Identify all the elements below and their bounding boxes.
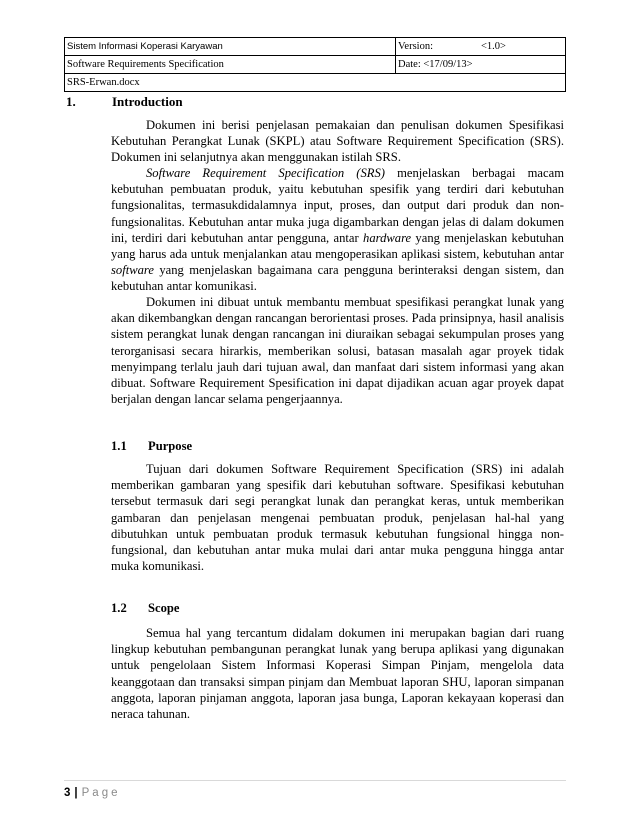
intro-paragraph-2: Software Requirement Specification (SRS) menjelaskan berbagai macam kebutuhan pembuatan produk, yaitu kebutuhan spesifik yang terdiri dari kebutuhan fungsionalitas, termasukdidalamnya input, proses, dan output dari produk dan non-fungsionalitas. Kebutuhan antar muka juga digambarkan dengan jelas di dalam dokumen ini, terdiri dari kebutuhan antar pengguna, antar hardware yang menjelaskan kebutuhan yang harus ada untuk menjalankan atau mengoperasikan aplikasi sistem, kebutuhan antar software yang menjelaskan bagaimana cara pengguna berinteraksi dengan sistem, dan kebutuhan antar komunikasi. (111, 166, 565, 294)
system-name-cell: Sistem Informasi Koperasi Karyawan (65, 38, 396, 56)
scope-title: Scope (148, 601, 180, 615)
date-cell: Date: <17/09/13> (396, 56, 566, 74)
footer-divider (64, 780, 566, 781)
document-header-table (64, 37, 566, 92)
scope-paragraph: Semua hal yang tercantum didalam dokumen ini merupakan bagian dari ruang lingkup kebutuhan pembangunan perangkat lunak yang berupa aplikasi yang digunakan untuk pengelolaan Sistem Informasi Koperasi Simpan Pinjam, mengelola data keanggotaan dan transaksi simpan pinjam dan Membuat laporan SHU, laporan simpanan anggota, laporan pinjaman anggota, laporan jasa bunga, Laporan kekayaan koperasi dan neraca tahunan. (111, 626, 564, 722)
footer-separator: | (74, 787, 78, 799)
srs-italic-term: Software Requirement Specification (SRS) (146, 166, 385, 180)
page-label: Page (81, 787, 121, 799)
purpose-paragraph: Tujuan dari dokumen Software Requirement Specification (SRS) ini adalah memberikan gambaran yang spesifik dari kebutuhan software. Spesifikasi kebutuhan tersebut termasuk dari segi perangkat lunak dan perangkat keras, untuk memberikan gambaran dan penjelasan mengenai pembuatan produk, penjelasan hal-hal yang dibutuhkan untuk pembuatan produk termasuk kebutuhan fungsional hingga non-fungsional, dan kebutuhan antar muka mulai dari antar muka pengguna hingga antar muka komunikasi. (111, 462, 564, 574)
page-number: 3 (64, 787, 71, 799)
page-footer (64, 787, 120, 799)
version-label: Version: (398, 41, 433, 52)
version-cell (396, 38, 566, 56)
version-value: <1.0> (481, 41, 506, 52)
intro-paragraph-1: Dokumen ini berisi penjelasan pemakaian dan penulisan dokumen Spesifikasi Kebutuhan Perangkat Lunak (SKPL) atau Software Requirement Specification (SRS). Dokumen ini selanjutnya akan menggunakan istilah SRS. (111, 118, 564, 165)
section-title: Introduction (112, 94, 183, 109)
intro-paragraph-3: Dokumen ini dibuat untuk membantu membuat spesifikasi perangkat lunak yang akan dikembangkan dengan rancangan berorientasi proses. Pada prinsipnya, hasil analisis sistem perangkat lunak dengan rancangan ini diuraikan sebagai sekumpulan proses yang terorganisasi secara hirarkis, memberikan solusi, batasan masalah agar proyek tidak menyimpang terlalu jauh dari tujuan awal, dan manfaat dari sistem informasi yang akan dibuat. Software Requirement Spesification ini dapat dijadikan acuan agar proyek dapat berjalan dengan lancar selama pengerjaannya. (111, 295, 564, 407)
purpose-title: Purpose (148, 439, 193, 453)
section-number: 1. (66, 94, 76, 109)
hardware-italic-term: hardware (363, 230, 412, 245)
software-italic-term: software (111, 263, 154, 278)
purpose-number: 1.1 (111, 439, 127, 453)
scope-number: 1.2 (111, 601, 127, 615)
doc-type-cell: Software Requirements Specification (65, 56, 396, 74)
filename-cell: SRS-Erwan.docx (65, 74, 566, 92)
